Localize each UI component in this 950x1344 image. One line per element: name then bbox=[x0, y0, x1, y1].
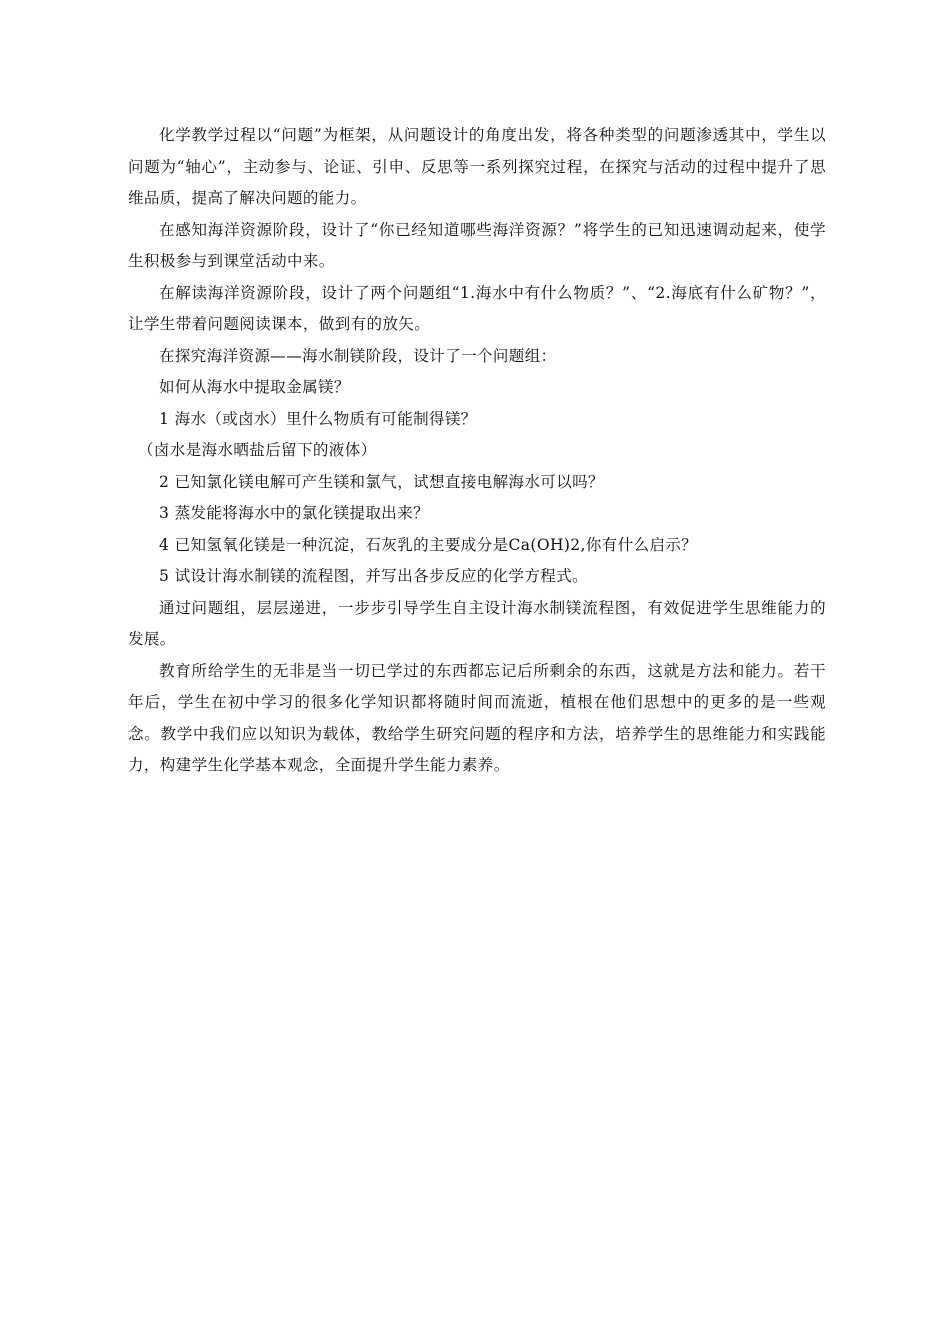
question-item-2: 2 已知氯化镁电解可产生镁和氯气，试想直接电解海水可以吗？ bbox=[159, 472, 604, 491]
document-body bbox=[128, 120, 826, 782]
question-main: 如何从海水中提取金属镁？ bbox=[159, 378, 350, 396]
paragraph-conclusion: 教育所给学生的无非是当一切已学过的东西都忘记后所剩余的东西，这就是方法和能力。若干年后，学生在初中学习的很多化学知识都将随时间而流逝，植根在他们思想中的更多的是一些观念。教学中我们应以知识为载体，教给学生研究问题的程序和方法，培养学生的思维能力和实践能力，构建学生化学基本观念，全面提升学生能力素养。 bbox=[128, 661, 826, 774]
paragraph-intro: 化学教学过程以“问题”为框架，从问题设计的角度出发，将各种类型的问题渗透其中，学生以问题为“轴心”，主动参与、论证、引申、反思等一系列探究过程，在探究与活动的过程中提升了思维品质，提高了解决问题的能力。 bbox=[128, 126, 826, 207]
question-item-1: 1 海水（或卤水）里什么物质有可能制得镁？ bbox=[159, 409, 477, 428]
paragraph-explore-stage: 在探究海洋资源——海水制镁阶段，设计了一个问题组： bbox=[159, 346, 557, 365]
question-item-3: 3 蒸发能将海水中的氯化镁提取出来？ bbox=[159, 504, 429, 522]
paragraph-summary: 通过问题组，层层递进，一步步引导学生自主设计海水制镁流程图，有效促进学生思维能力的发展。 bbox=[128, 598, 826, 648]
paragraph-interpret-stage: 在解读海洋资源阶段，设计了两个问题组“1.海水中有什么物质？”、“2.海底有什么矿物？”，让学生带着问题阅读课本，做到有的放矢。 bbox=[128, 283, 826, 333]
paragraph-perceive-stage: 在感知海洋资源阶段，设计了“你已经知道哪些海洋资源？”将学生的已知迅速调动起来，使学生积极参与到课堂活动中来。 bbox=[128, 220, 826, 270]
question-item-5: 5 试设计海水制镁的流程图，并写出各步反应的化学方程式。 bbox=[159, 567, 588, 585]
question-item-4: 4 已知氢氧化镁是一种沉淀，石灰乳的主要成分是Ca(OH)2,你有什么启示？ bbox=[159, 535, 698, 554]
question-note: （卤水是海水晒盐后留下的液体） bbox=[138, 441, 377, 459]
